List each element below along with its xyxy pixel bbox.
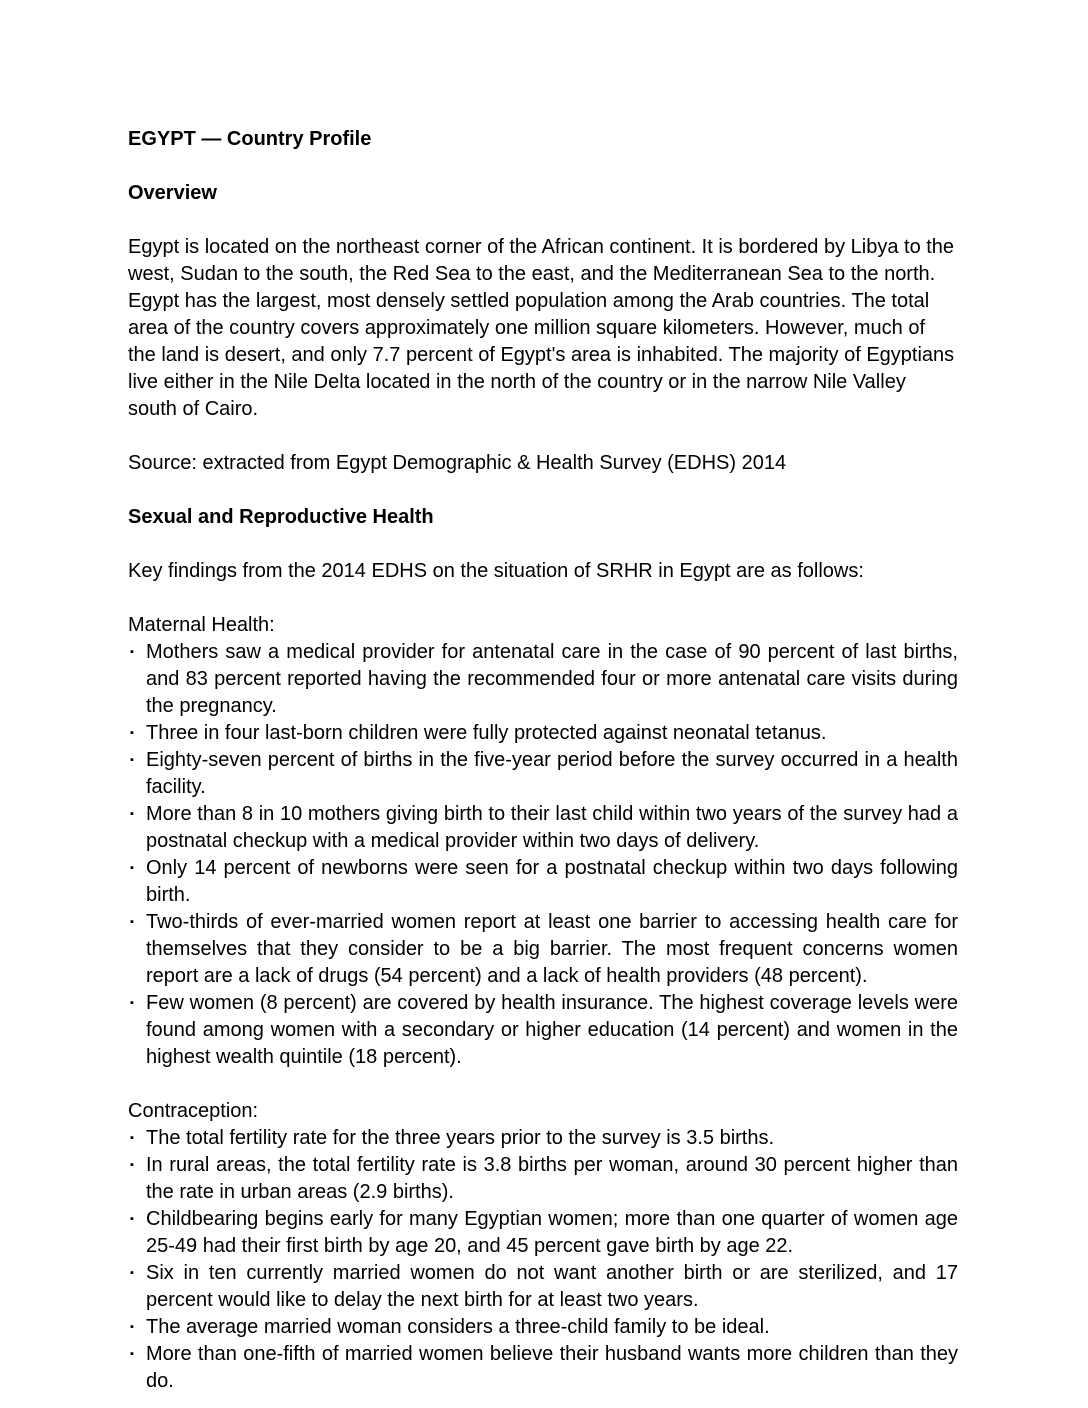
- list-item: ▪ More than 8 in 10 mothers giving birth to their last child within two years of the survey had a postnatal checkup with a medical provider within two days of delivery.: [128, 801, 958, 855]
- list-item: ▪ Few women (8 percent) are covered by health insurance. The highest coverage levels were found among women with a secondary or higher education (14 percent) and women in the highest wealth quintile (18 percent).: [128, 990, 958, 1071]
- list-item: ▪ Childbearing begins early for many Egyptian women; more than one quarter of women age 25-49 had their first birth by age 20, and 45 percent gave birth by age 22.: [128, 1206, 958, 1260]
- list-item: ▪ Three in four last-born children were fully protected against neonatal tetanus.: [128, 720, 958, 747]
- overview-heading: Overview: [128, 182, 217, 204]
- source-line: Source: extracted from Egypt Demographic & Health Survey (EDHS) 2014: [128, 452, 787, 474]
- maternal-health-list: [128, 639, 958, 1071]
- list-item: ▪ Mothers saw a medical provider for antenatal care in the case of 90 percent of last births, and 83 percent reported having the recommended four or more antenatal care visits during the pregnancy.: [128, 639, 958, 720]
- list-item: ▪ Six in ten currently married women do not want another birth or are sterilized, and 17 percent would like to delay the next birth for at least two years.: [128, 1260, 958, 1314]
- maternal-health-label: Maternal Health:: [128, 614, 275, 636]
- overview-paragraph: Egypt is located on the northeast corner of the African continent. It is bordered by Libya to the west, Sudan to the south, the Red Sea to the east, and the Mediterranean Sea to the north. Egypt has the largest, most densely settled population among the Arab countries. The total area of the country covers approximately one million square kilometers. However, much of the land is desert, and only 7.7 percent of Egypt's area is inhabited. The majority of Egyptians live either in the Nile Delta located in the north of the country or in the narrow Nile Valley south of Cairo.: [128, 236, 955, 420]
- contraception-list: [128, 1125, 958, 1395]
- document-title: EGYPT — Country Profile: [128, 128, 372, 150]
- list-item: ▪ In rural areas, the total fertility rate is 3.8 births per woman, around 30 percent higher than the rate in urban areas (2.9 births).: [128, 1152, 958, 1206]
- list-item: ▪ More than one-fifth of married women believe their husband wants more children than they do.: [128, 1341, 958, 1395]
- contraception-label: Contraception:: [128, 1100, 259, 1122]
- list-item: ▪ Two-thirds of ever-married women report at least one barrier to accessing health care for themselves that they consider to be a big barrier. The most frequent concerns women report are a lack of drugs (54 percent) and a lack of health providers (48 percent).: [128, 909, 958, 990]
- srh-heading: Sexual and Reproductive Health: [128, 506, 434, 528]
- list-item: ▪ The average married woman considers a three-child family to be ideal.: [128, 1314, 958, 1341]
- list-item: ▪ The total fertility rate for the three years prior to the survey is 3.5 births.: [128, 1125, 958, 1152]
- list-item: ▪ Only 14 percent of newborns were seen for a postnatal checkup within two days following birth.: [128, 855, 958, 909]
- list-item: ▪ Eighty-seven percent of births in the five-year period before the survey occurred in a health facility.: [128, 747, 958, 801]
- key-findings-intro: Key findings from the 2014 EDHS on the situation of SRHR in Egypt are as follows:: [128, 560, 864, 582]
